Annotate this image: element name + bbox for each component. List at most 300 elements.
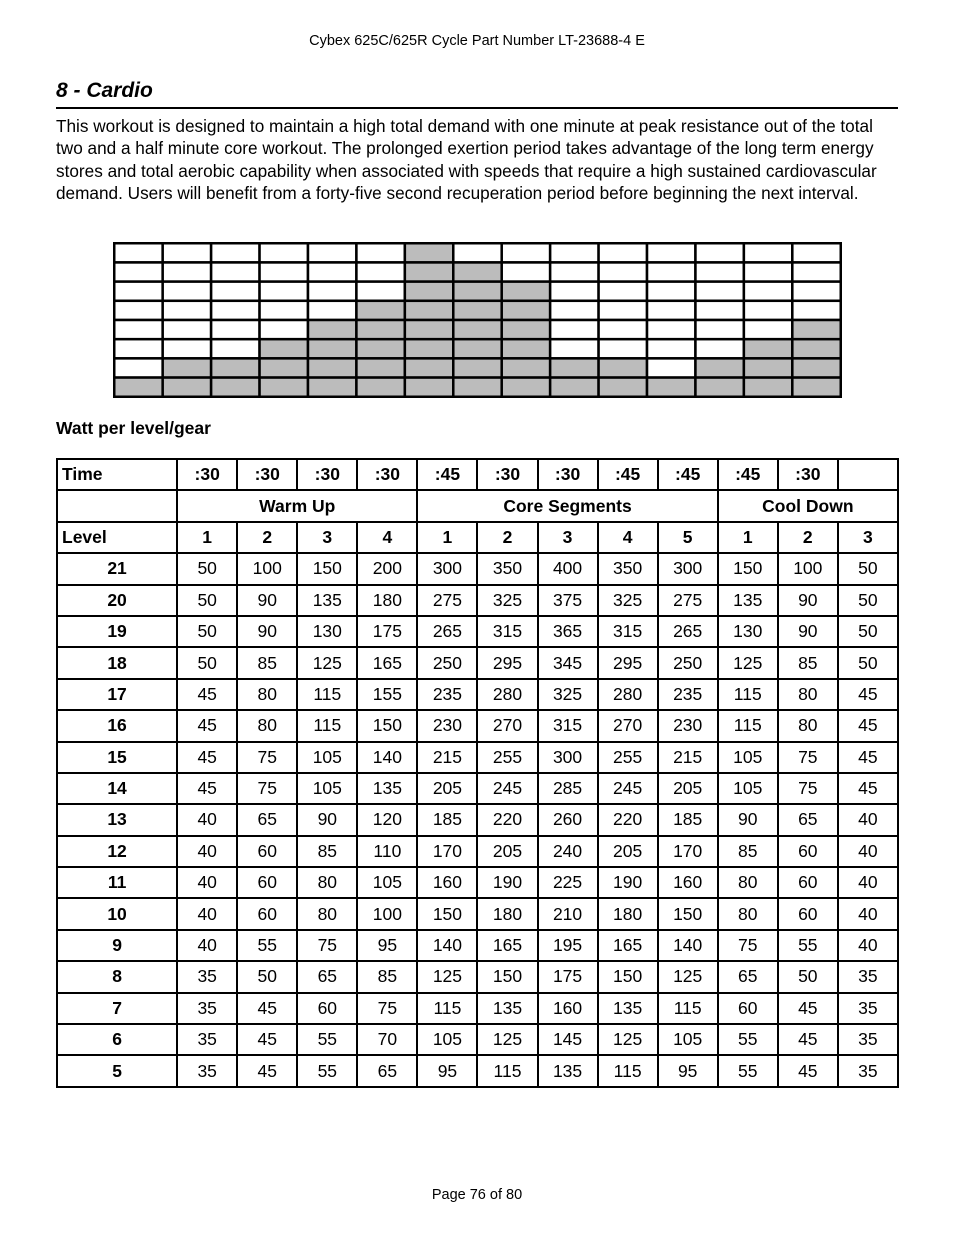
watt-value: 185 <box>658 804 718 835</box>
watt-value: 75 <box>778 773 838 804</box>
watt-value: 90 <box>237 585 297 616</box>
watt-value: 45 <box>237 1055 297 1086</box>
watt-value: 40 <box>838 836 898 867</box>
profile-cell-filled <box>502 378 550 397</box>
watt-value: 150 <box>598 961 658 992</box>
watt-value: 45 <box>237 1024 297 1055</box>
watt-value: 235 <box>417 679 477 710</box>
table-row <box>57 773 898 804</box>
profile-cell-empty <box>308 301 356 320</box>
profile-cell-filled <box>405 243 453 262</box>
profile-cell-filled <box>792 339 840 358</box>
watt-value: 80 <box>297 867 357 898</box>
watt-value: 210 <box>538 898 598 929</box>
watt-value: 40 <box>177 804 237 835</box>
time-cell: :45 <box>658 459 718 490</box>
profile-cell-empty <box>211 301 259 320</box>
profile-cell-empty <box>744 243 792 262</box>
profile-cell-empty <box>211 339 259 358</box>
watt-value: 125 <box>417 961 477 992</box>
watt-value: 165 <box>357 647 417 678</box>
watt-value: 175 <box>538 961 598 992</box>
watt-value: 45 <box>778 1024 838 1055</box>
profile-cell-filled <box>647 378 695 397</box>
watt-value: 35 <box>177 1055 237 1086</box>
profile-cell-empty <box>695 301 743 320</box>
watt-value: 85 <box>718 836 778 867</box>
watt-value: 180 <box>357 585 417 616</box>
watt-value: 105 <box>718 773 778 804</box>
watt-value: 150 <box>658 898 718 929</box>
watt-value: 45 <box>237 993 297 1024</box>
watt-value: 45 <box>177 773 237 804</box>
segment-number: 1 <box>718 522 778 553</box>
profile-cell-filled <box>260 358 308 377</box>
watt-value: 135 <box>718 585 778 616</box>
phase-header: Cool Down <box>718 490 898 521</box>
table-row <box>57 930 898 961</box>
watt-value: 100 <box>237 553 297 584</box>
watt-value: 300 <box>417 553 477 584</box>
watt-value: 245 <box>598 773 658 804</box>
watt-value: 50 <box>838 553 898 584</box>
watt-value: 175 <box>357 616 417 647</box>
watt-value: 235 <box>658 679 718 710</box>
watt-value: 85 <box>357 961 417 992</box>
segment-number: 1 <box>417 522 477 553</box>
watt-value: 55 <box>718 1055 778 1086</box>
watt-value: 125 <box>598 1024 658 1055</box>
watt-value: 80 <box>718 898 778 929</box>
table-row <box>57 961 898 992</box>
watt-value: 400 <box>538 553 598 584</box>
profile-cell-empty <box>744 320 792 339</box>
level-number: 16 <box>57 710 177 741</box>
profile-cell-empty <box>599 301 647 320</box>
profile-cell-empty <box>695 282 743 301</box>
watt-value: 155 <box>357 679 417 710</box>
profile-cell-empty <box>550 301 598 320</box>
profile-cell-filled <box>502 282 550 301</box>
watt-value: 40 <box>177 867 237 898</box>
watt-value: 315 <box>538 710 598 741</box>
watt-value: 75 <box>357 993 417 1024</box>
table-row <box>57 647 898 678</box>
watt-value: 110 <box>357 836 417 867</box>
profile-cell-filled <box>744 358 792 377</box>
profile-cell-filled <box>744 378 792 397</box>
watt-value: 75 <box>237 742 297 773</box>
level-number: 14 <box>57 773 177 804</box>
watt-value: 85 <box>778 647 838 678</box>
profile-cell-empty <box>599 243 647 262</box>
watt-value: 95 <box>357 930 417 961</box>
watt-value: 80 <box>297 898 357 929</box>
watt-value: 90 <box>237 616 297 647</box>
segment-number: 4 <box>598 522 658 553</box>
watt-value: 95 <box>658 1055 718 1086</box>
watt-value: 145 <box>538 1024 598 1055</box>
profile-cell-filled <box>453 282 501 301</box>
watt-value: 255 <box>477 742 537 773</box>
table-row <box>57 1055 898 1086</box>
watt-value: 160 <box>417 867 477 898</box>
watt-value: 45 <box>838 773 898 804</box>
watt-value: 40 <box>838 898 898 929</box>
watt-value: 125 <box>297 647 357 678</box>
profile-cell-empty <box>163 282 211 301</box>
watt-value: 180 <box>598 898 658 929</box>
watt-value: 150 <box>477 961 537 992</box>
profile-cell-empty <box>356 243 404 262</box>
profile-cell-empty <box>744 282 792 301</box>
watt-value: 60 <box>778 898 838 929</box>
profile-cell-empty <box>695 262 743 281</box>
table-row <box>57 679 898 710</box>
title-underline <box>56 107 898 109</box>
watt-value: 65 <box>718 961 778 992</box>
watt-value: 140 <box>658 930 718 961</box>
profile-cell-empty <box>211 320 259 339</box>
profile-cell-filled <box>792 378 840 397</box>
time-cell: :30 <box>237 459 297 490</box>
time-cell <box>838 459 898 490</box>
time-cell: :30 <box>538 459 598 490</box>
profile-cell-filled <box>453 262 501 281</box>
watt-value: 285 <box>538 773 598 804</box>
table-row <box>57 710 898 741</box>
level-number: 12 <box>57 836 177 867</box>
watt-value: 170 <box>658 836 718 867</box>
profile-cell-empty <box>114 358 162 377</box>
segment-number: 2 <box>477 522 537 553</box>
segment-number: 2 <box>778 522 838 553</box>
profile-cell-empty <box>163 339 211 358</box>
profile-cell-filled <box>211 358 259 377</box>
watt-value: 295 <box>477 647 537 678</box>
profile-cell-empty <box>308 262 356 281</box>
phase-blank-cell <box>57 490 177 521</box>
level-number: 20 <box>57 585 177 616</box>
watt-value: 150 <box>357 710 417 741</box>
watt-value: 40 <box>838 804 898 835</box>
time-cell: :30 <box>778 459 838 490</box>
watt-value: 65 <box>297 961 357 992</box>
watt-value: 225 <box>538 867 598 898</box>
watt-value: 35 <box>838 1055 898 1086</box>
level-number: 8 <box>57 961 177 992</box>
watt-value: 275 <box>417 585 477 616</box>
watt-value: 45 <box>838 742 898 773</box>
watt-value: 105 <box>357 867 417 898</box>
watt-value: 105 <box>297 773 357 804</box>
watt-value: 35 <box>838 961 898 992</box>
profile-cell-empty <box>792 243 840 262</box>
profile-cell-filled <box>792 358 840 377</box>
segment-number: 1 <box>177 522 237 553</box>
phase-header: Core Segments <box>417 490 717 521</box>
watt-value: 40 <box>177 836 237 867</box>
segment-number: 3 <box>538 522 598 553</box>
watt-value: 50 <box>237 961 297 992</box>
profile-cell-filled <box>550 358 598 377</box>
watt-value: 160 <box>658 867 718 898</box>
table-row <box>57 993 898 1024</box>
watt-value: 215 <box>658 742 718 773</box>
profile-cell-empty <box>550 282 598 301</box>
watt-value: 105 <box>297 742 357 773</box>
watt-value: 45 <box>177 679 237 710</box>
watt-value: 60 <box>778 836 838 867</box>
table-label: Watt per level/gear <box>56 418 211 438</box>
watt-value: 35 <box>838 993 898 1024</box>
profile-cell-empty <box>647 282 695 301</box>
watt-value: 315 <box>598 616 658 647</box>
watt-value: 75 <box>297 930 357 961</box>
time-cell: :30 <box>357 459 417 490</box>
profile-cell-empty <box>260 243 308 262</box>
watt-value: 50 <box>177 553 237 584</box>
profile-cell-filled <box>550 378 598 397</box>
watt-value: 50 <box>778 961 838 992</box>
watt-value: 60 <box>237 867 297 898</box>
profile-cell-empty <box>356 282 404 301</box>
watt-value: 205 <box>598 836 658 867</box>
watt-value: 190 <box>598 867 658 898</box>
profile-cell-empty <box>744 262 792 281</box>
watt-value: 135 <box>357 773 417 804</box>
watt-value: 35 <box>177 993 237 1024</box>
watt-per-level-table <box>56 458 899 1088</box>
watt-value: 220 <box>598 804 658 835</box>
watt-value: 45 <box>778 1055 838 1086</box>
watt-value: 325 <box>477 585 537 616</box>
profile-cell-filled <box>599 378 647 397</box>
profile-cell-empty <box>792 262 840 281</box>
watt-value: 35 <box>838 1024 898 1055</box>
profile-cell-filled <box>792 320 840 339</box>
profile-cell-empty <box>260 262 308 281</box>
workout-profile-graph <box>113 242 842 398</box>
watt-value: 40 <box>177 930 237 961</box>
watt-value: 125 <box>658 961 718 992</box>
table-row <box>57 867 898 898</box>
watt-value: 55 <box>718 1024 778 1055</box>
watt-value: 60 <box>718 993 778 1024</box>
watt-value: 90 <box>718 804 778 835</box>
watt-value: 115 <box>297 710 357 741</box>
time-label: Time <box>57 459 177 490</box>
table-row <box>57 836 898 867</box>
watt-value: 200 <box>357 553 417 584</box>
watt-value: 295 <box>598 647 658 678</box>
time-cell: :45 <box>718 459 778 490</box>
watt-value: 45 <box>838 710 898 741</box>
watt-value: 105 <box>718 742 778 773</box>
level-number: 9 <box>57 930 177 961</box>
table-row <box>57 1024 898 1055</box>
watt-value: 135 <box>297 585 357 616</box>
profile-cell-empty <box>260 282 308 301</box>
profile-cell-empty <box>163 262 211 281</box>
profile-cell-empty <box>550 243 598 262</box>
segment-number: 3 <box>838 522 898 553</box>
watt-value: 150 <box>297 553 357 584</box>
watt-value: 205 <box>477 836 537 867</box>
watt-value: 345 <box>538 647 598 678</box>
profile-cell-filled <box>163 378 211 397</box>
time-row <box>57 459 898 490</box>
section-description: This workout is designed to maintain a high total demand with one minute at peak resistance out of the total two and a half minute core workout. The prolonged exertion period takes advantage of the long term energy stores and total aerobic capability when associated with speeds that require a high sustained cardiovascular demand. Users will benefit from a forty-five second recuperation period before beginning the next interval. <box>56 116 877 204</box>
watt-value: 60 <box>237 898 297 929</box>
watt-value: 85 <box>297 836 357 867</box>
watt-value: 170 <box>417 836 477 867</box>
profile-cell-empty <box>502 262 550 281</box>
watt-value: 60 <box>778 867 838 898</box>
time-cell: :45 <box>417 459 477 490</box>
watt-value: 85 <box>237 647 297 678</box>
watt-value: 120 <box>357 804 417 835</box>
profile-cell-empty <box>599 282 647 301</box>
profile-cell-empty <box>211 243 259 262</box>
watt-value: 60 <box>297 993 357 1024</box>
profile-cell-filled <box>356 320 404 339</box>
watt-value: 55 <box>297 1024 357 1055</box>
watt-value: 250 <box>658 647 718 678</box>
profile-cell-filled <box>502 339 550 358</box>
profile-cell-empty <box>695 243 743 262</box>
watt-value: 80 <box>237 710 297 741</box>
table-row <box>57 742 898 773</box>
profile-cell-empty <box>453 243 501 262</box>
profile-cell-filled <box>453 378 501 397</box>
watt-value: 115 <box>658 993 718 1024</box>
profile-cell-filled <box>211 378 259 397</box>
watt-value: 115 <box>718 679 778 710</box>
watt-value: 265 <box>417 616 477 647</box>
watt-value: 325 <box>598 585 658 616</box>
watt-value: 280 <box>477 679 537 710</box>
watt-value: 375 <box>538 585 598 616</box>
level-number: 13 <box>57 804 177 835</box>
profile-cell-filled <box>260 378 308 397</box>
profile-cell-filled <box>453 339 501 358</box>
watt-value: 365 <box>538 616 598 647</box>
profile-cell-empty <box>792 301 840 320</box>
watt-value: 35 <box>177 961 237 992</box>
profile-cell-empty <box>114 282 162 301</box>
phase-header: Warm Up <box>177 490 417 521</box>
watt-value: 100 <box>778 553 838 584</box>
profile-cell-empty <box>356 262 404 281</box>
profile-cell-filled <box>502 358 550 377</box>
watt-value: 115 <box>718 710 778 741</box>
profile-cell-empty <box>211 282 259 301</box>
watt-value: 135 <box>538 1055 598 1086</box>
watt-value: 125 <box>477 1024 537 1055</box>
level-number: 15 <box>57 742 177 773</box>
watt-value: 55 <box>297 1055 357 1086</box>
watt-value: 45 <box>838 679 898 710</box>
watt-value: 45 <box>177 710 237 741</box>
table-row <box>57 553 898 584</box>
profile-cell-filled <box>260 339 308 358</box>
profile-cell-empty <box>550 320 598 339</box>
watt-value: 245 <box>477 773 537 804</box>
watt-value: 75 <box>718 930 778 961</box>
profile-cell-filled <box>502 320 550 339</box>
watt-value: 250 <box>417 647 477 678</box>
profile-cell-empty <box>744 301 792 320</box>
table-row <box>57 616 898 647</box>
segment-number: 2 <box>237 522 297 553</box>
watt-value: 45 <box>778 993 838 1024</box>
segment-number: 5 <box>658 522 718 553</box>
time-cell: :45 <box>598 459 658 490</box>
watt-value: 240 <box>538 836 598 867</box>
profile-cell-empty <box>792 282 840 301</box>
profile-cell-empty <box>114 243 162 262</box>
watt-value: 195 <box>538 930 598 961</box>
profile-cell-empty <box>260 320 308 339</box>
profile-cell-filled <box>695 378 743 397</box>
profile-cell-filled <box>453 320 501 339</box>
watt-value: 135 <box>598 993 658 1024</box>
profile-cell-filled <box>308 320 356 339</box>
profile-cell-empty <box>308 243 356 262</box>
watt-value: 165 <box>477 930 537 961</box>
watt-value: 55 <box>778 930 838 961</box>
profile-cell-empty <box>114 320 162 339</box>
watt-value: 280 <box>598 679 658 710</box>
profile-cell-empty <box>163 243 211 262</box>
watt-value: 50 <box>177 585 237 616</box>
watt-value: 270 <box>598 710 658 741</box>
watt-value: 220 <box>477 804 537 835</box>
watt-value: 50 <box>177 616 237 647</box>
profile-cell-filled <box>163 358 211 377</box>
watt-value: 230 <box>417 710 477 741</box>
profile-cell-empty <box>647 320 695 339</box>
watt-value: 185 <box>417 804 477 835</box>
watt-value: 40 <box>838 867 898 898</box>
profile-cell-empty <box>550 262 598 281</box>
watt-value: 80 <box>718 867 778 898</box>
watt-value: 50 <box>838 647 898 678</box>
phase-row <box>57 490 898 521</box>
profile-cell-filled <box>114 378 162 397</box>
table-row <box>57 898 898 929</box>
profile-cell-filled <box>405 358 453 377</box>
watt-value: 215 <box>417 742 477 773</box>
profile-cell-filled <box>356 339 404 358</box>
profile-cell-empty <box>647 358 695 377</box>
profile-cell-filled <box>405 378 453 397</box>
watt-value: 275 <box>658 585 718 616</box>
watt-value: 115 <box>477 1055 537 1086</box>
profile-cell-filled <box>308 339 356 358</box>
profile-cell-empty <box>647 243 695 262</box>
watt-value: 65 <box>237 804 297 835</box>
profile-cell-empty <box>308 282 356 301</box>
watt-value: 125 <box>718 647 778 678</box>
level-number: 21 <box>57 553 177 584</box>
watt-value: 150 <box>417 898 477 929</box>
segment-number: 3 <box>297 522 357 553</box>
profile-cell-empty <box>647 262 695 281</box>
watt-value: 95 <box>417 1055 477 1086</box>
watt-value: 50 <box>838 585 898 616</box>
